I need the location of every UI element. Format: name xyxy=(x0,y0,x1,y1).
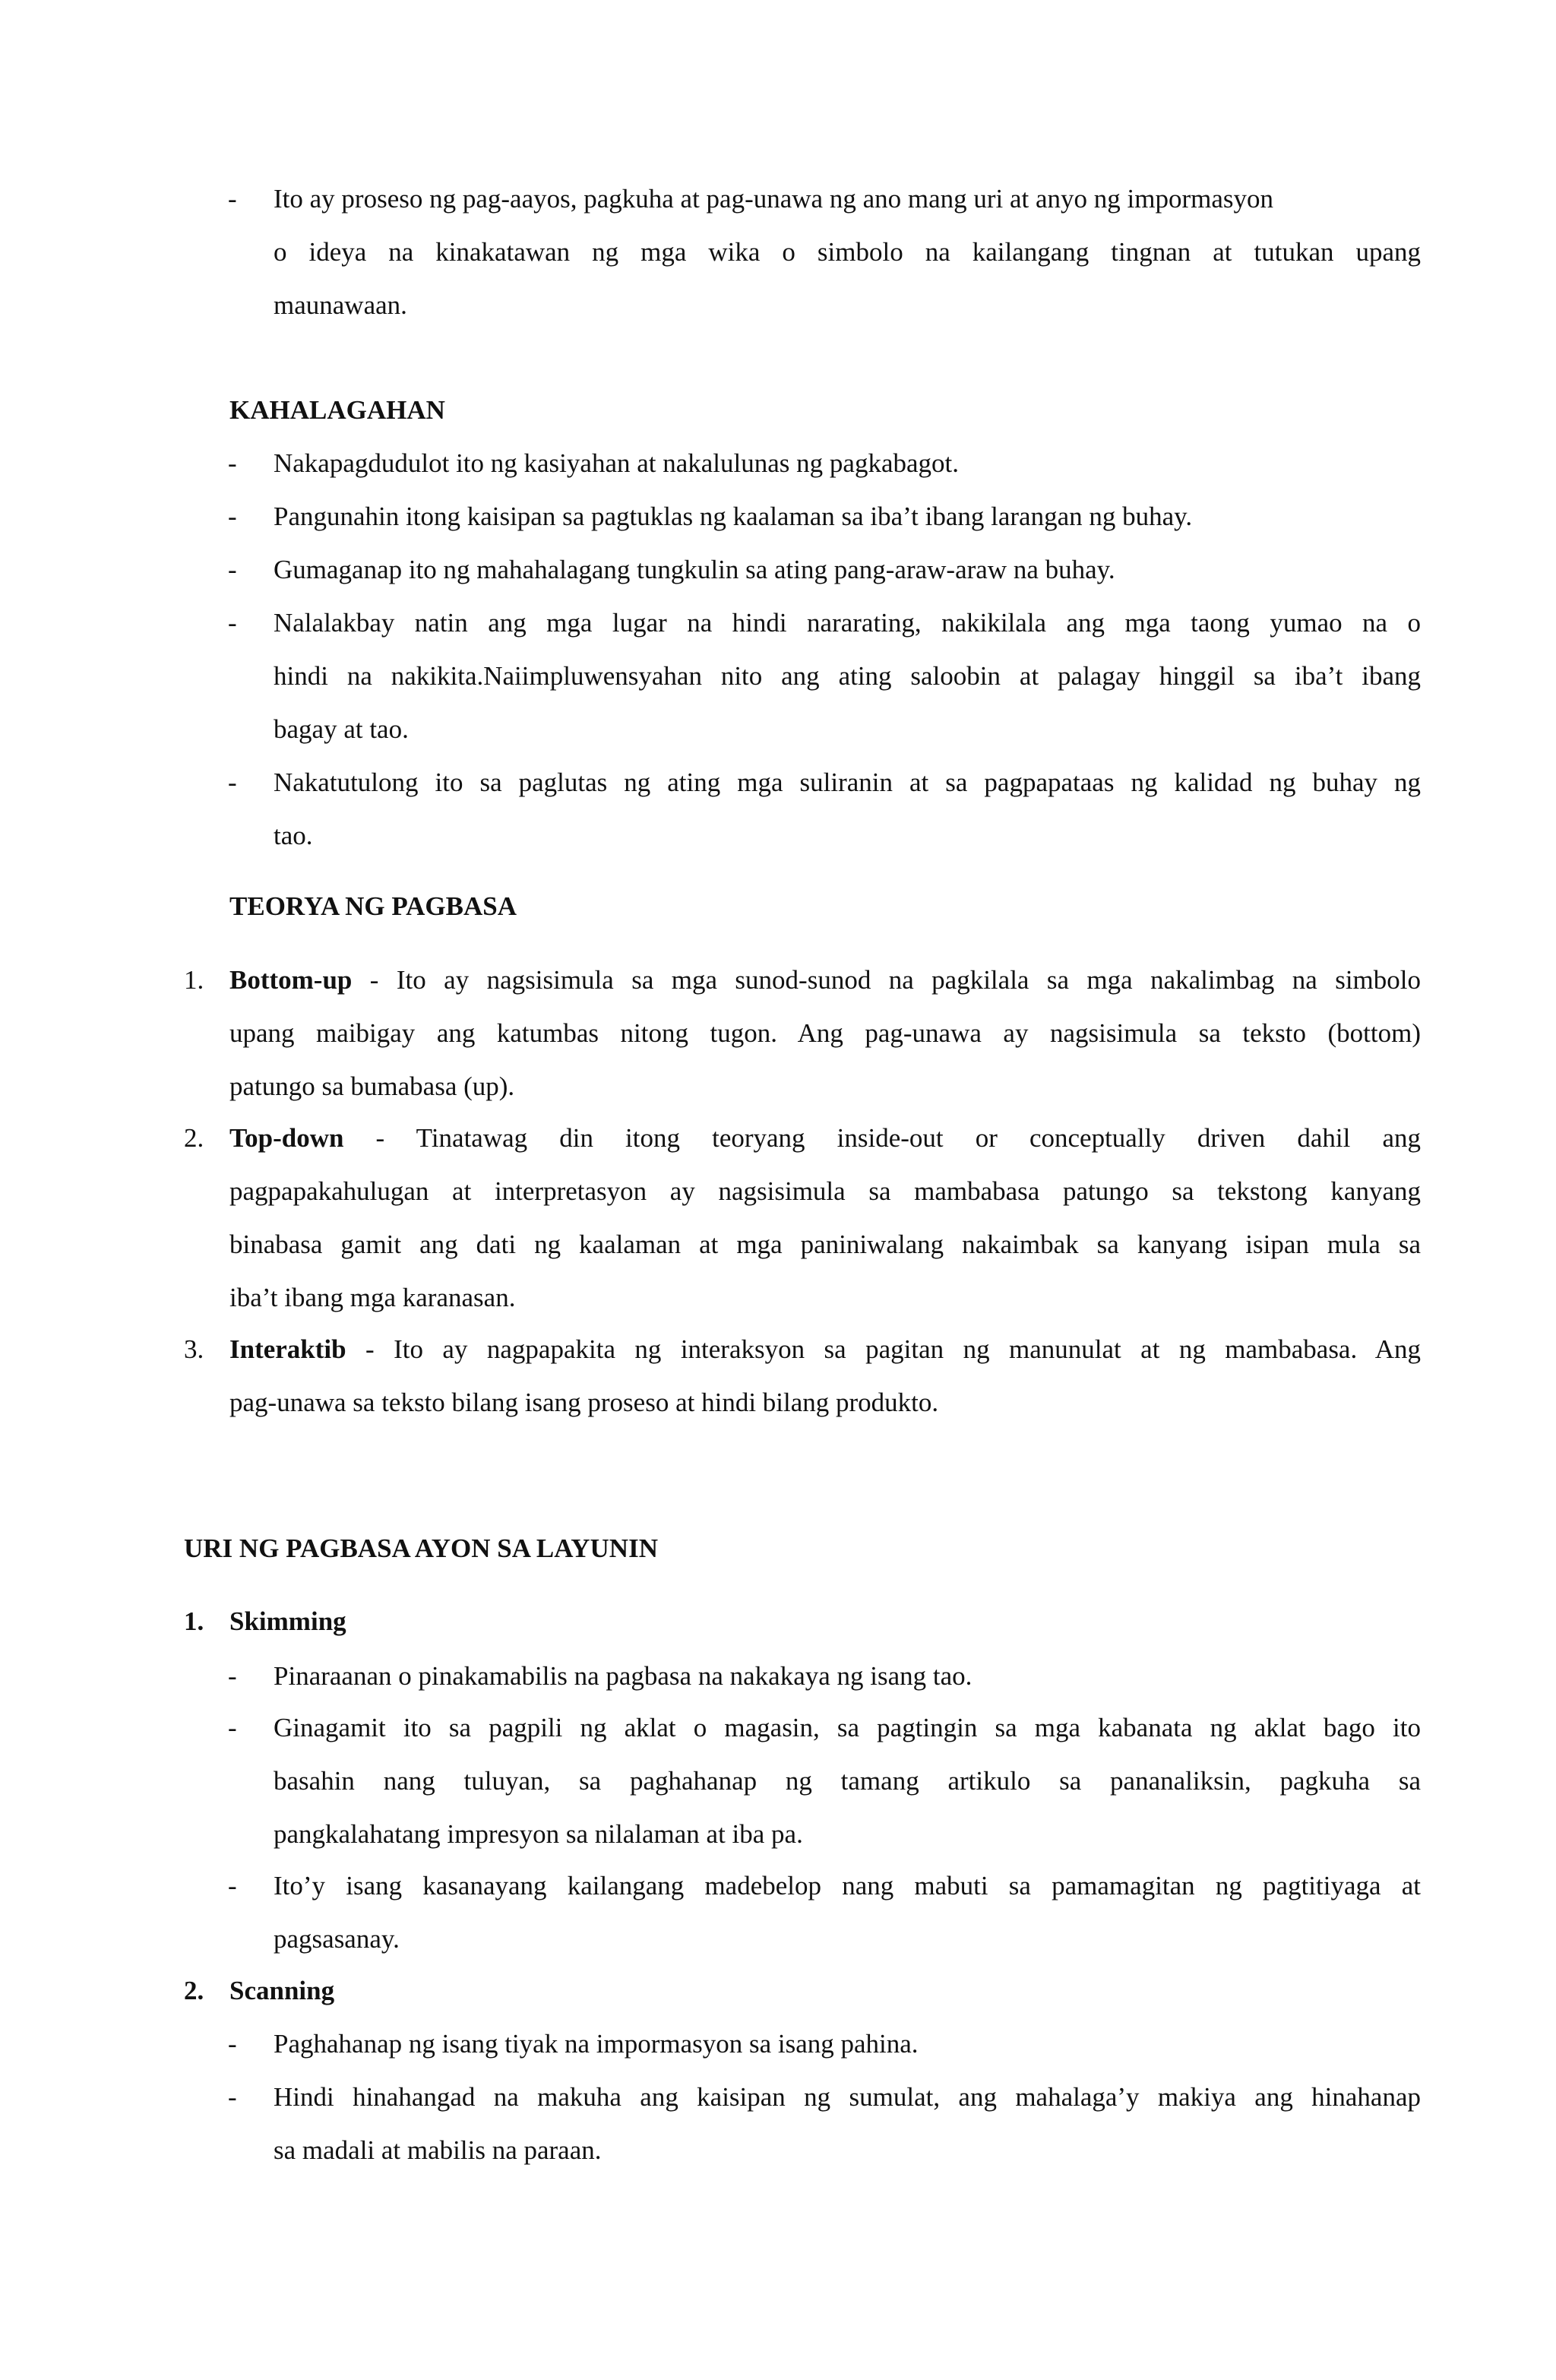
list-item-cont: binabasa gamit ang dati ng kaalaman at mga paniniwalang nakaimbak sa kanyang isipan mula sa xyxy=(229,1230,1421,1259)
list-item xyxy=(229,965,1421,995)
list-number: 1. xyxy=(184,1606,204,1636)
list-number: 1. xyxy=(184,965,204,995)
bullet-dash: - xyxy=(228,1871,237,1901)
term-description: - Ito ay nagsisimula sa mga sunod-sunod na pagkilala sa mga nakalimbag na simbolo xyxy=(352,965,1421,995)
bullet-dash: - xyxy=(228,1661,237,1691)
list-item-cont: basahin nang tuluyan, sa paghahanap ng tamang artikulo sa pananaliksin, pagkuha sa xyxy=(274,1766,1421,1796)
list-item-cont: patungo sa bumabasa (up). xyxy=(229,1071,515,1101)
term-description: - Tinatawag din itong teoryang inside-out or conceptually driven dahil ang xyxy=(343,1123,1421,1153)
list-item xyxy=(229,1334,1421,1365)
intro-line: o ideya na kinakatawan ng mga wika o simbolo na kailangang tingnan at tutukan upang xyxy=(274,237,1421,267)
intro-line: maunawaan. xyxy=(274,290,407,320)
list-item-cont: tao. xyxy=(274,821,313,850)
bullet-dash: - xyxy=(228,767,237,797)
list-item: Gumaganap ito ng mahahalagang tungkulin sa ating pang-araw-araw na buhay. xyxy=(274,555,1115,584)
section-heading-kahalagahan: KAHALAGAHAN xyxy=(229,395,445,425)
term: Top-down xyxy=(229,1123,344,1153)
list-number: 2. xyxy=(184,1976,204,2005)
list-item: Pangunahin itong kaisipan sa pagtuklas ng kaalaman sa iba’t ibang larangan ng buhay. xyxy=(274,502,1193,531)
list-item: Nalalakbay natin ang mga lugar na hindi nararating, nakikilala ang mga taong yumao na o xyxy=(274,608,1421,638)
intro-line: Ito ay proseso ng pag-aayos, pagkuha at pag-unawa ng ano mang uri at anyo ng impormasyon xyxy=(274,184,1274,214)
bullet-dash: - xyxy=(228,2029,237,2059)
section-heading-uri: URI NG PAGBASA AYON SA LAYUNIN xyxy=(184,1533,658,1563)
section-heading-teorya: TEORYA NG PAGBASA xyxy=(229,891,517,921)
list-item: Nakapagdudulot ito ng kasiyahan at nakalulunas ng pagkabagot. xyxy=(274,448,959,478)
list-item-cont: pag-unawa sa teksto bilang isang proseso at hindi bilang produkto. xyxy=(229,1388,939,1417)
term: Bottom-up xyxy=(229,965,353,995)
bullet-dash: - xyxy=(228,2082,237,2112)
bullet-dash: - xyxy=(228,608,237,638)
list-item-cont: upang maibigay ang katumbas nitong tugon. Ang pag-unawa ay nagsisimula sa teksto (bottom) xyxy=(229,1018,1421,1048)
list-number: 2. xyxy=(184,1123,204,1153)
list-item xyxy=(229,1123,1421,1154)
list-item-cont: sa madali at mabilis na paraan. xyxy=(274,2135,602,2165)
subheading-skimming: Skimming xyxy=(229,1606,346,1636)
list-item-cont: bagay at tao. xyxy=(274,714,409,744)
list-item: Nakatutulong ito sa paglutas ng ating mga suliranin at sa pagpapataas ng kalidad ng buhay ng xyxy=(274,767,1421,797)
list-item: Ginagamit ito sa pagpili ng aklat o magasin, sa pagtingin sa mga kabanata ng aklat bago ito xyxy=(274,1713,1421,1742)
list-number: 3. xyxy=(184,1334,204,1364)
list-item-cont: pagpapakahulugan at interpretasyon ay nagsisimula sa mambabasa patungo sa tekstong kanyang xyxy=(229,1176,1421,1206)
list-item-cont: iba’t ibang mga karanasan. xyxy=(229,1283,516,1312)
list-item-cont: pagsasanay. xyxy=(274,1924,400,1954)
list-item: Ito’y isang kasanayang kailangang madebelop nang mabuti sa pamamagitan ng pagtitiyaga at xyxy=(274,1871,1421,1901)
list-item: Paghahanap ng isang tiyak na impormasyon sa isang pahina. xyxy=(274,2029,919,2059)
list-item: Hindi hinahangad na makuha ang kaisipan ng sumulat, ang mahalaga’y makiya ang hinahanap xyxy=(274,2082,1421,2112)
list-item-cont: hindi na nakikita.Naiimpluwensyahan nito ang ating saloobin at palagay hinggil sa iba’t ibang xyxy=(274,661,1421,691)
bullet-dash: - xyxy=(228,448,237,478)
list-item-cont: pangkalahatang impresyon sa nilalaman at iba pa. xyxy=(274,1819,803,1849)
term: Interaktib xyxy=(229,1334,346,1364)
bullet-dash: - xyxy=(228,1713,237,1742)
list-item: Pinaraanan o pinakamabilis na pagbasa na nakakaya ng isang tao. xyxy=(274,1661,972,1691)
bullet-dash: - xyxy=(228,555,237,584)
term-description: - Ito ay nagpapakita ng interaksyon sa pagitan ng manunulat at ng mambabasa. Ang xyxy=(346,1334,1421,1364)
subheading-scanning: Scanning xyxy=(229,1976,335,2005)
bullet-dash: - xyxy=(228,502,237,531)
bullet-dash: - xyxy=(228,184,237,214)
